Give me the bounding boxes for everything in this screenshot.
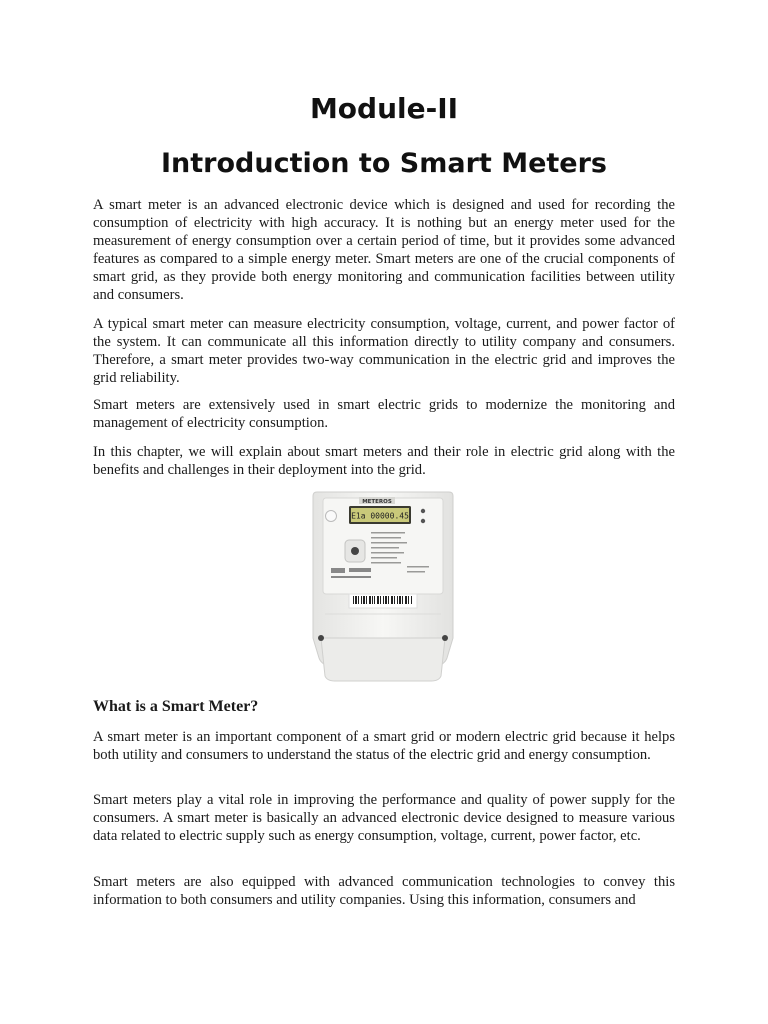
section-paragraph-1: A smart meter is an important component of a smart grid or modern electric grid because it helps both utility and consumers to understand the status of the electric grid and energy consumption. [93, 729, 675, 764]
meter-brand-label: METEROS [362, 499, 392, 505]
module-title: Module-II [309, 92, 459, 125]
section-paragraph-2: Smart meters play a vital role in improving the performance and quality of power supply for the consumers. A smart meter is basically an advanced electronic device designed to measure various data related to electric supply such as energy consumption, voltage, current, power factor, etc. [93, 792, 675, 845]
chapter-title: Introduction to Smart Meters [161, 148, 607, 179]
intro-paragraph-4: In this chapter, we will explain about smart meters and their role in electric grid along with the benefits and challenges in their deployment into the grid. [93, 444, 675, 479]
intro-paragraph-3: Smart meters are extensively used in smart electric grids to modernize the monitoring and management of electricity consumption. [93, 397, 675, 432]
smart-meter-illustration [311, 488, 455, 683]
smart-meter-image [311, 488, 455, 683]
intro-paragraph-2: A typical smart meter can measure electricity consumption, voltage, current, and power factor of the system. It can communicate all this information directly to utility company and consumers. Therefore, a smart meter provides two-way communication in the electric grid and improves the grid reliability. [93, 316, 675, 387]
intro-paragraph-1: A smart meter is an advanced electronic device which is designed and used for recording the consumption of electricity with high accuracy. It is nothing but an energy meter used for the measurement of energy consumption over a certain period of time, but it provides some advanced features as compared to a simple energy meter. Smart meters are one of the crucial components of smart grid, as they provide both energy monitoring and communication facilities between utility and consumers. [93, 197, 675, 304]
lcd-reading: E1a 00000.45 [351, 511, 409, 521]
section-paragraph-3: Smart meters are also equipped with advanced communication technologies to convey this information to both consumers and utility companies. Using this information, consumers and [93, 874, 675, 909]
section-heading: What is a Smart Meter? [93, 698, 259, 715]
